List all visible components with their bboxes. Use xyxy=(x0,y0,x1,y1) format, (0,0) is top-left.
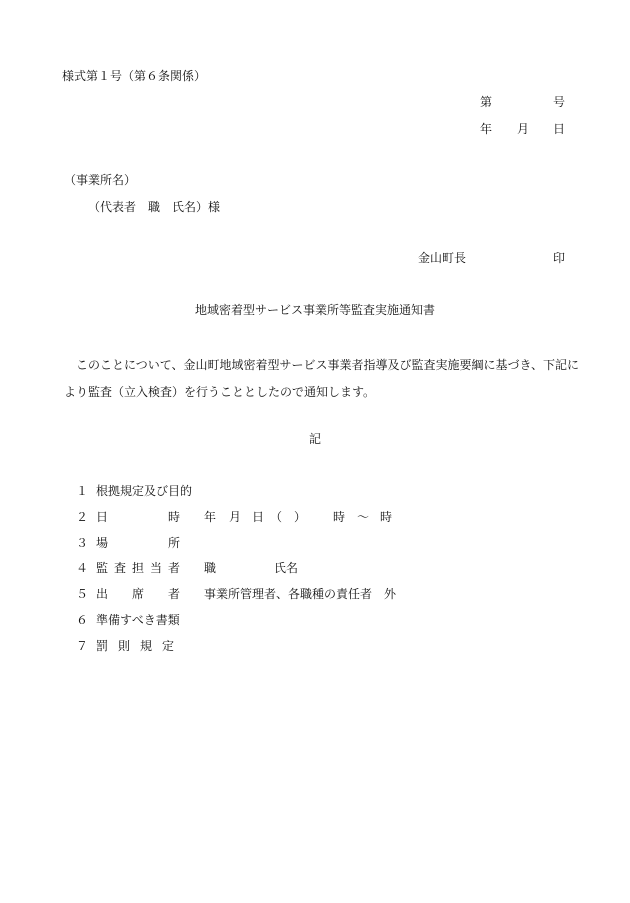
form-number: 様式第１号（第６条関係） xyxy=(62,69,207,83)
item-number: １ xyxy=(76,484,89,498)
item-label-sho: 所 xyxy=(168,536,181,550)
representative-name: （代表者 職 氏名）様 xyxy=(88,200,221,214)
schedule-range-tilde: ～ xyxy=(357,510,370,524)
body-paragraph xyxy=(64,352,592,406)
schedule-day: 日 xyxy=(252,510,265,524)
sender-mayor: 金山町長 xyxy=(418,251,467,265)
item-label-seki: 席 xyxy=(132,587,145,601)
schedule-start-hour: 時 xyxy=(333,510,346,524)
item-label: 監査担当者 xyxy=(96,561,187,575)
document-title: 地域密着型サービス事業所等監査実施通知書 xyxy=(194,303,435,317)
attendees-value: 事業所管理者、各職種の責任者 外 xyxy=(204,587,397,601)
seal-mark: 印 xyxy=(553,251,566,265)
item-label: 罰則規定 xyxy=(96,639,185,653)
inspector-title-label: 職 xyxy=(204,561,217,575)
item-number: ４ xyxy=(76,561,89,575)
body-line-2: より監査（立入検査）を行うこととしたので通知します。 xyxy=(64,385,376,399)
item-label: 準備すべき書類 xyxy=(96,613,180,627)
item-number: ２ xyxy=(76,510,89,524)
date-day-label: 日 xyxy=(553,122,566,136)
document-number-prefix: 第 xyxy=(480,95,493,109)
schedule-end-hour: 時 xyxy=(380,510,393,524)
schedule-year: 年 xyxy=(204,510,217,524)
date-month-label: 月 xyxy=(517,122,530,136)
schedule-month: 月 xyxy=(229,510,242,524)
item-label: 根拠規定及び目的 xyxy=(96,484,193,498)
inspector-name-label: 氏名 xyxy=(274,561,299,575)
item-number: ６ xyxy=(76,613,89,627)
date-year-label: 年 xyxy=(480,122,493,136)
ki-heading: 記 xyxy=(308,432,321,446)
item-number: ７ xyxy=(76,639,89,653)
item-label-ba: 場 xyxy=(96,536,109,550)
item-label-nichi: 日 xyxy=(96,510,109,524)
office-name: （事業所名） xyxy=(64,173,137,187)
item-label-sha: 者 xyxy=(168,587,181,601)
item-number: ３ xyxy=(76,536,89,550)
document-number-suffix: 号 xyxy=(553,95,566,109)
item-number: ５ xyxy=(76,587,89,601)
schedule-weekday: （ ） xyxy=(270,510,307,524)
item-label-de: 出 xyxy=(96,587,109,601)
item-label-toki: 時 xyxy=(168,510,181,524)
body-line-1: このことについて、金山町地域密着型サービス事業者指導及び監査実施要綱に基づき、下記に xyxy=(76,358,580,372)
